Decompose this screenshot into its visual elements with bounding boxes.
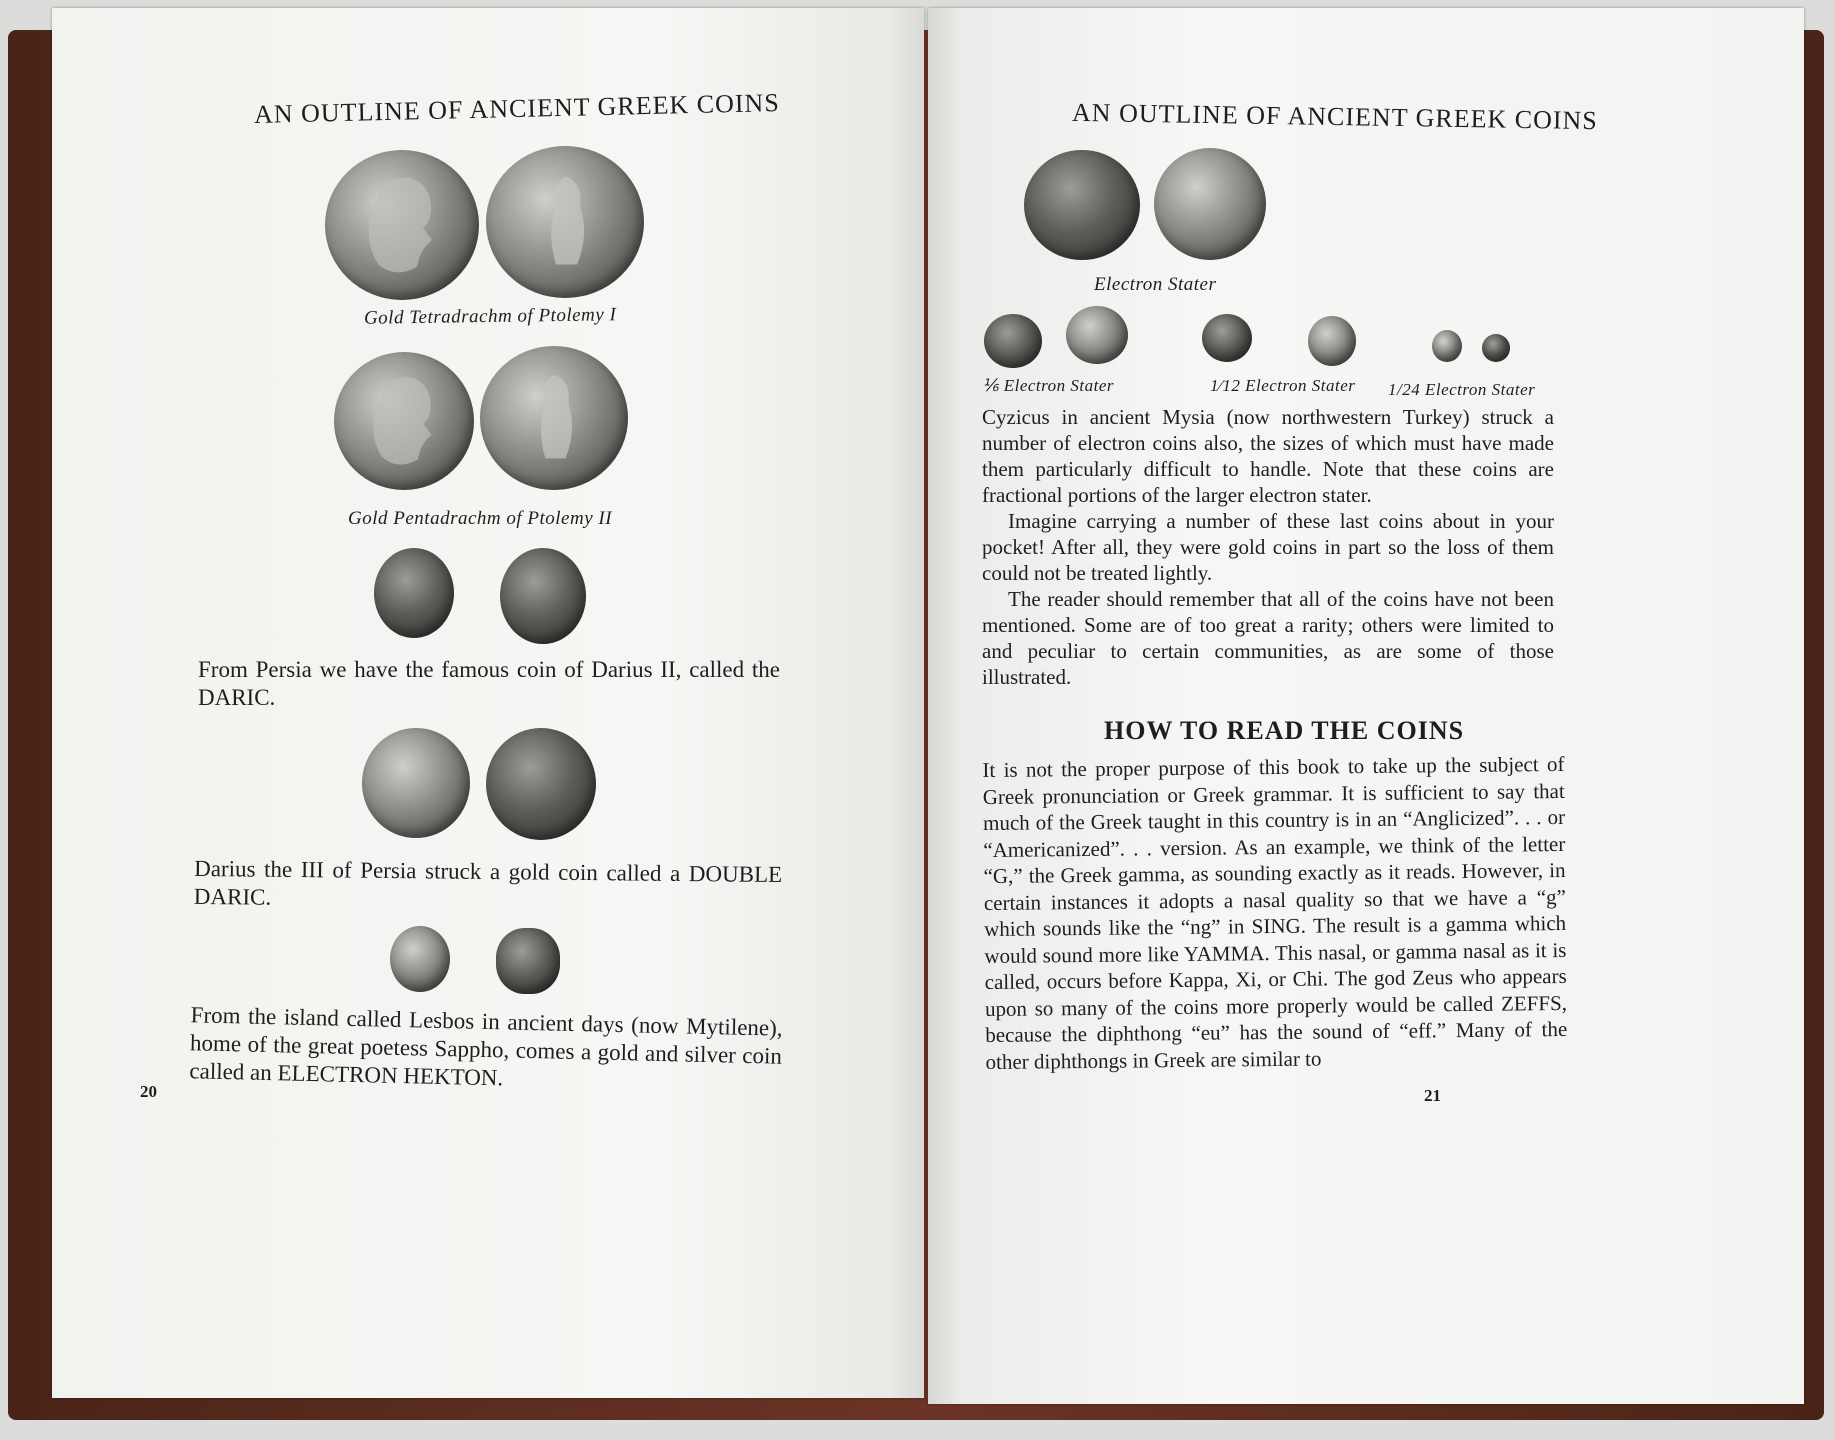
paragraph-3: The reader should remember that all of the coins have not been mentioned. Some are of too great a rarity; others were limited to and peculiar to certain communities, as are some of those illustrated. (982, 587, 1554, 689)
coin-incuse-icon (1066, 306, 1128, 364)
coin-figure-icon (1024, 150, 1140, 260)
page-number: 20 (140, 1082, 157, 1101)
caption-sixth-stater: ⅙ Electron Stater (982, 376, 1114, 395)
coin-figure-icon (374, 548, 454, 638)
caption-pentadrachm: Gold Pentadrachm of Ptolemy II (348, 508, 613, 529)
paragraph-2: Imagine carrying a number of these last coins about in your pocket! After all, they were gold coins in part so the loss of them could not be treated lightly. (982, 509, 1554, 585)
right-page (928, 8, 1804, 1404)
running-head: AN OUTLINE OF ANCIENT GREEK COINS (1071, 97, 1598, 136)
caption-twentyfourth-stater: 1/24 Electron Stater (1388, 380, 1536, 399)
coin-figure-icon (362, 728, 470, 838)
coin-figure-icon (1432, 330, 1462, 362)
coin-incuse-icon (486, 728, 596, 840)
coin-incuse-icon (1308, 316, 1356, 366)
caption-tetradrachm: Gold Tetradrachm of Ptolemy I (363, 304, 617, 329)
coin-incuse-icon (1154, 148, 1266, 260)
coin-figure-icon (1202, 314, 1252, 362)
text-block-cyzicus (982, 404, 1554, 690)
text-how-to-read: It is not the proper purpose of this book to take up the subject of Greek pronunciation or Greek grammar. It is sufficient to say that much of the Greek taught in this country is in an “Anglicized”. . . or “Americanized”. . . version. As an example, we think of the letter “G,” the Greek gamma, as sounding exactly as it reads. However, in certain instances it adopts a nasal quality so that we have a “g” which sounds like the “ng” in SING. The result is a gamma which would sound more like YAMMA. This nasal, or gamma nasal as it is called, occurs before Kappa, Xi, or Chi. The god Zeus who appears upon so many of the coins more properly would be called ZEFFS, because the diphthong “eu” has the sound of “eff.” Many of the other diphthongs in Greek are similar to (982, 751, 1568, 1074)
coin-eagle-icon (486, 146, 644, 298)
running-head: AN OUTLINE OF ANCIENT GREEK COINS (253, 88, 781, 129)
coin-eagle-icon (480, 346, 628, 490)
text-darius-ii: From Persia we have the famous coin of Darius II, called the DARIC. (198, 657, 780, 710)
text-lesbos: From the island called Lesbos in ancient days (now Mytilene), home of the great poetess Sappho, comes a gold and silver coin called an ELECTRON HEKTON. (189, 1002, 783, 1091)
section-heading: HOW TO READ THE COINS (1104, 716, 1465, 745)
page-number: 21 (1424, 1086, 1441, 1105)
paragraph-1: Cyzicus in ancient Mysia (now northwestern Turkey) struck a number of electron coins also, the sizes of which must have made them particularly difficult to handle. Note that these coins are fractional portions of the larger electron stater. (982, 405, 1554, 507)
coin-incuse-icon (496, 928, 560, 994)
coin-incuse-icon (1482, 334, 1510, 362)
caption-twelfth-stater: 1⁄12 Electron Stater (1210, 376, 1356, 395)
left-page (52, 8, 924, 1398)
caption-electron-stater: Electron Stater (1094, 274, 1217, 295)
coin-figure-icon (984, 314, 1042, 368)
coin-head-icon (390, 926, 450, 992)
coin-incuse-icon (500, 548, 586, 644)
coin-head-icon (325, 150, 479, 300)
text-darius-iii: Darius the III of Persia struck a gold coin called a DOUBLE DARIC. (193, 855, 783, 910)
coin-head-icon (334, 352, 474, 490)
